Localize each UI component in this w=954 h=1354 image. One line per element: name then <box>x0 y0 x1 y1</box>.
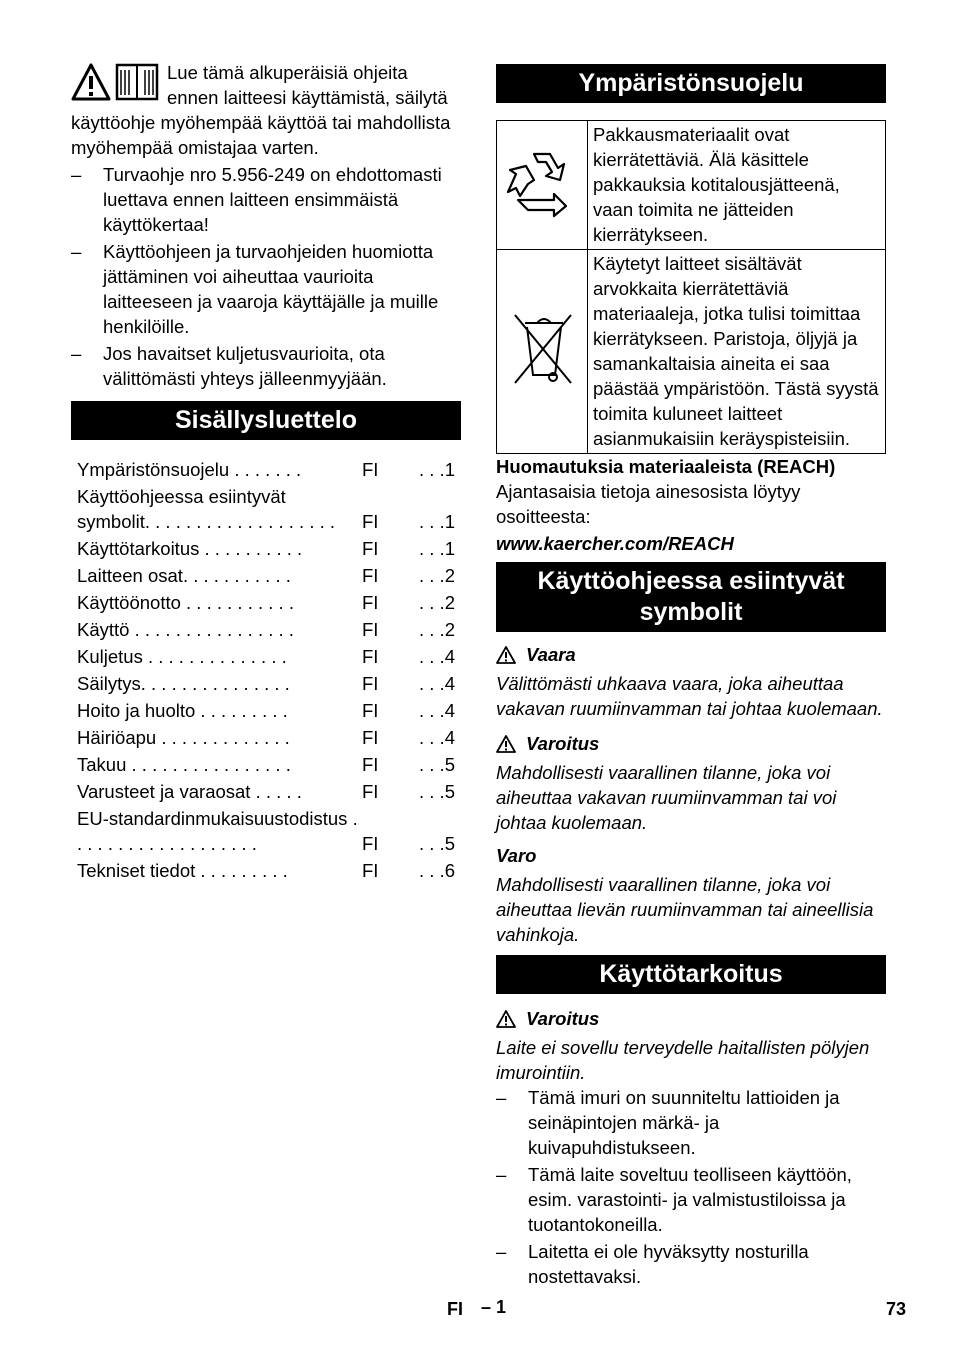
toc-row[interactable] <box>77 484 455 534</box>
right-column <box>496 64 886 1291</box>
toc-page: . . .4 <box>419 700 455 721</box>
toc-title: Tekniset tiedot . . . . . . . . . <box>77 860 288 881</box>
toc-row[interactable] <box>77 752 455 777</box>
toc-title: Käyttöönotto . . . . . . . . . . . <box>77 592 294 613</box>
crossed-bin-icon <box>507 309 577 389</box>
footer-page-number: 73 <box>885 1299 906 1319</box>
toc-title: EU-standardinmukaisuustodistus . . . . . . . . . . . . . . . . . . . <box>77 808 358 854</box>
toc-page: . . .4 <box>419 673 455 694</box>
environment-text: Pakkausmateriaalit ovat kierrätettäviä. Älä käsittele pakkauksia kotitalousjätteenä, vaan toimita ne jätteiden kierrätykseen. <box>588 121 886 250</box>
footer-section-page: – 1 <box>481 1297 507 1317</box>
toc-lang: FI <box>362 565 379 586</box>
toc-row[interactable] <box>77 457 455 482</box>
toc-lang: FI <box>362 592 379 613</box>
toc-row[interactable] <box>77 671 455 696</box>
danger-title-row <box>496 642 886 667</box>
toc-title: Kuljetus . . . . . . . . . . . . . . <box>77 646 287 667</box>
usage-heading: Käyttötarkoitus <box>496 955 886 994</box>
toc-row[interactable] <box>77 644 455 669</box>
toc-lang: FI <box>362 860 379 881</box>
toc-lang: FI <box>362 833 379 854</box>
list-item: – Käyttöohjeen ja turvaohjeiden huomiotta jättäminen voi aiheuttaa vaurioita laitteeseen ja vaaroja käyttäjälle ja muille henkilöille. <box>71 239 461 339</box>
toc-lang: FI <box>362 727 379 748</box>
danger-text: Välittömästi uhkaava vaara, joka aiheuttaa vakavan ruumiinvamman tai johtaa kuolemaan. <box>496 673 883 719</box>
environment-heading: Ympäristönsuojelu <box>496 64 886 103</box>
danger-title: Vaara <box>526 644 576 665</box>
usage-warning-title-row <box>496 1006 886 1031</box>
environment-text: Käytetyt laitteet sisältävät arvokkaita kierrätettäviä materiaaleja, jotka tulisi toimittaa kierrätykseen. Paristoja, öljyjä ja samankaltaisia aineita ei saa päästää ympäristöön. Tästä syystä toimita kuluneet laitteet asianmukaisiin keräyspisteisiin. <box>588 250 886 454</box>
toc-row[interactable] <box>77 617 455 642</box>
toc-title: Säilytys. . . . . . . . . . . . . . . <box>77 673 290 694</box>
toc-page: . . .1 <box>419 511 455 532</box>
toc-lang: FI <box>362 673 379 694</box>
intro-icons <box>71 62 161 106</box>
toc-lang: FI <box>362 700 379 721</box>
warning-triangle-icon <box>496 1010 516 1028</box>
left-column <box>71 60 461 885</box>
toc-title: Käyttötarkoitus . . . . . . . . . . <box>77 538 303 559</box>
toc-page: . . .2 <box>419 619 455 640</box>
toc-lang: FI <box>362 754 379 775</box>
toc-row[interactable] <box>77 806 455 856</box>
caution-title: Varo <box>496 845 537 866</box>
toc-heading: Sisällysluettelo <box>71 401 461 440</box>
intro-bullets <box>71 162 461 391</box>
toc-page: . . .5 <box>419 781 455 802</box>
reach-heading: Huomautuksia materiaaleista (REACH) <box>496 456 836 477</box>
toc-title: Käyttöohjeessa esiintyvät symbolit. . . . . . . . . . . . . . . . . . . <box>77 486 336 532</box>
warning-text: Mahdollisesti vaarallinen tilanne, joka voi aiheuttaa vakavan ruumiinvamman tai voi johtaa kuolemaan. <box>496 762 837 833</box>
toc-title: Käyttö . . . . . . . . . . . . . . . . <box>77 619 294 640</box>
toc-row[interactable] <box>77 536 455 561</box>
usage-warning-title: Varoitus <box>526 1008 600 1029</box>
toc-page: . . .6 <box>419 860 455 881</box>
intro-text: Lue tämä alkuperäisiä ohjeita ennen laitteesi käyttämistä, säilytä käyttöohje myöhempää käyttöä tai mahdollista myöhempää omistajaa varten. <box>71 62 451 158</box>
warning-triangle-icon <box>71 62 111 102</box>
toc-title: Laitteen osat. . . . . . . . . . . <box>77 565 291 586</box>
warning-title: Varoitus <box>526 733 600 754</box>
caution-text: Mahdollisesti vaarallinen tilanne, joka voi aiheuttaa lievän ruumiinvamman tai aineellisia vahinkoja. <box>496 874 874 945</box>
toc-title: Hoito ja huolto . . . . . . . . . <box>77 700 288 721</box>
list-item: – Tämä laite soveltuu teolliseen käyttöön, esim. varastointi- ja valmistustiloissa ja tuotantokoneilla. <box>496 1162 886 1237</box>
toc-row[interactable] <box>77 779 455 804</box>
environment-icon-cell <box>497 121 588 250</box>
toc-page: . . .4 <box>419 727 455 748</box>
warning-triangle-icon <box>496 735 516 753</box>
list-item: – Jos havaitset kuljetusvaurioita, ota välittömästi yhteys jälleenmyyjään. <box>71 341 461 391</box>
intro <box>71 60 461 160</box>
toc-title: Ympäristönsuojelu . . . . . . . <box>77 459 302 480</box>
usage-bullets <box>496 1085 886 1289</box>
toc-row[interactable] <box>77 858 455 883</box>
toc-row[interactable] <box>77 590 455 615</box>
toc-page: . . .1 <box>419 459 455 480</box>
toc-lang: FI <box>362 781 379 802</box>
toc-title: Takuu . . . . . . . . . . . . . . . . <box>77 754 291 775</box>
toc-title: Varusteet ja varaosat . . . . . <box>77 781 302 802</box>
environment-table <box>496 120 886 454</box>
toc-lang: FI <box>362 619 379 640</box>
toc-lang: FI <box>362 459 379 480</box>
symbols-heading: Käyttöohjeessa esiintyvät symbolit <box>496 562 886 632</box>
usage-warning-text: Laite ei sovellu terveydelle haitallisten pölyjen imurointiin. <box>496 1037 870 1083</box>
warning-title-row <box>496 731 886 756</box>
table-of-contents <box>71 457 461 883</box>
toc-lang: FI <box>362 538 379 559</box>
toc-page: . . .2 <box>419 592 455 613</box>
list-item: – Turvaohje nro 5.956-249 on ehdottomasti luettava ennen laitteen ensimmäistä käyttökertaa! <box>71 162 461 237</box>
toc-page: . . .5 <box>419 833 455 854</box>
footer-language: FI <box>447 1299 463 1319</box>
list-item: – Laitetta ei ole hyväksytty nosturilla nostettavaksi. <box>496 1239 886 1289</box>
warning-triangle-icon <box>496 646 516 664</box>
table-row <box>497 250 886 454</box>
reach-link[interactable]: www.kaercher.com/REACH <box>496 533 734 554</box>
manual-book-icon <box>115 62 159 102</box>
toc-page: . . .4 <box>419 646 455 667</box>
table-row <box>497 121 886 250</box>
toc-row[interactable] <box>77 563 455 588</box>
toc-page: . . .5 <box>419 754 455 775</box>
toc-row[interactable] <box>77 725 455 750</box>
list-item: – Tämä imuri on suunniteltu lattioiden ja seinäpintojen märkä- ja kuivapuhdistukseen. <box>496 1085 886 1160</box>
toc-lang: FI <box>362 511 379 532</box>
toc-title: Häiriöapu . . . . . . . . . . . . . <box>77 727 290 748</box>
toc-page: . . .1 <box>419 538 455 559</box>
toc-row[interactable] <box>77 698 455 723</box>
recycle-icon <box>504 144 580 220</box>
reach-text: Ajantasaisia tietoja ainesosista löytyy osoitteesta: <box>496 481 801 527</box>
environment-icon-cell <box>497 250 588 454</box>
toc-page: . . .2 <box>419 565 455 586</box>
toc-lang: FI <box>362 646 379 667</box>
